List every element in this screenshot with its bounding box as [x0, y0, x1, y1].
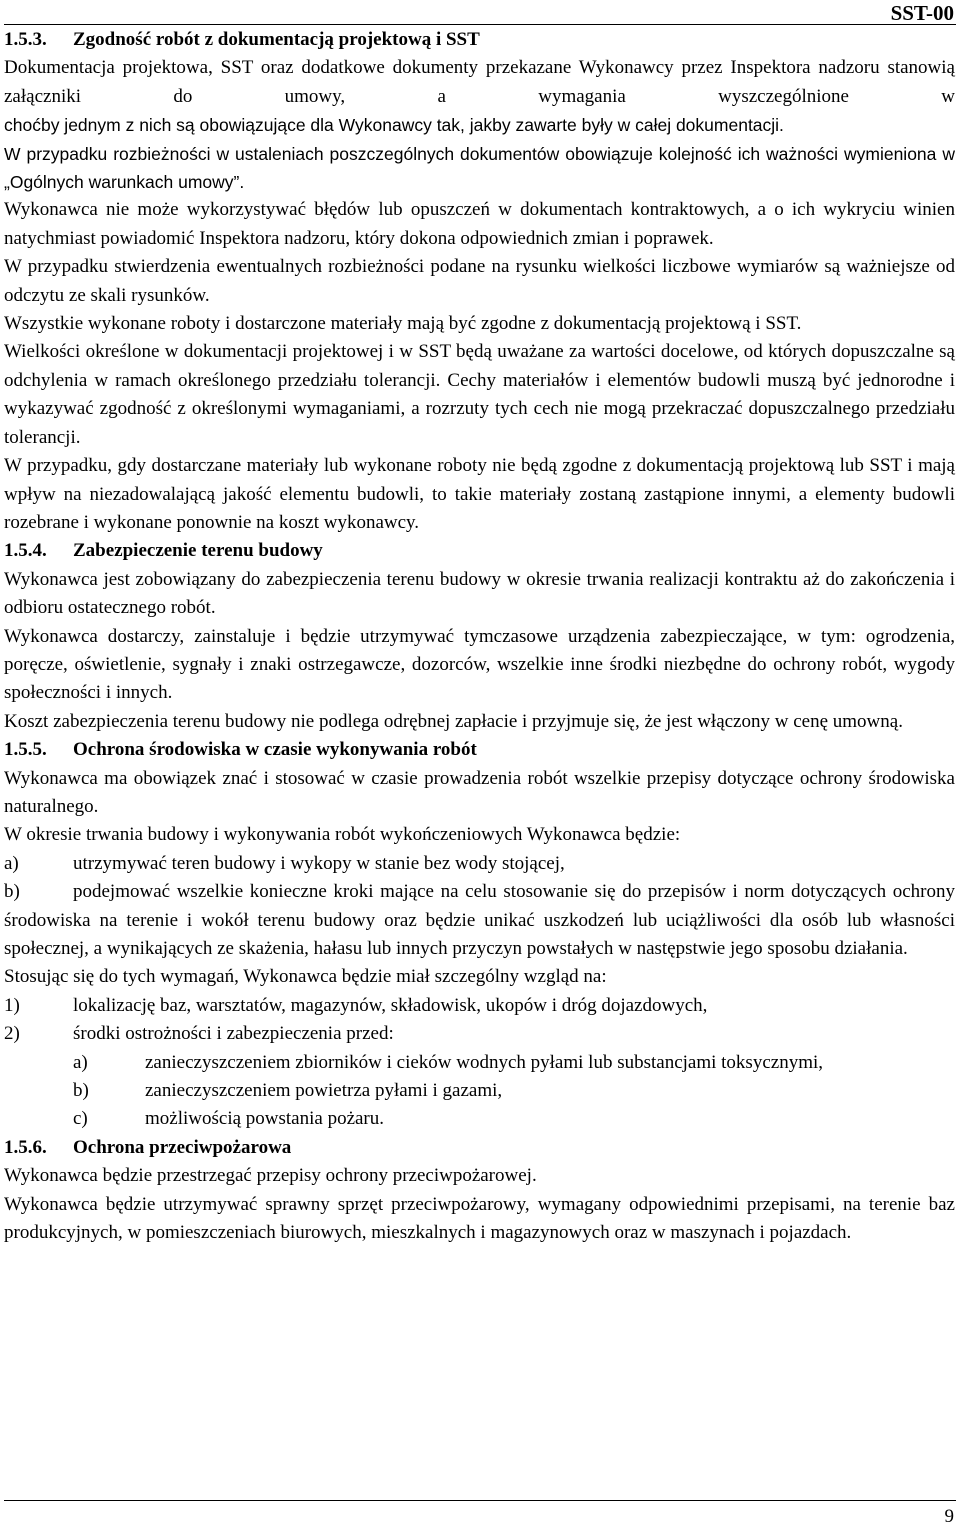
paragraph: W przypadku, gdy dostarczane materiały lub wykonane roboty nie będą zgodne z dokumentacją projektową lub SST i mają wpływ na niezadowalającą jakość elementu budowli, to takie materiały zostaną zastąpione innymi, a elementy budowli rozebrane i wykonane ponownie na koszt wykonawcy. [4, 455, 955, 533]
paragraph: Wykonawca będzie przestrzegać przepisy ochrony przeciwpożarowej. [4, 1165, 537, 1187]
list-label: 2) [4, 1023, 20, 1045]
paragraph: Wykonawca dostarczy, zainstaluje i będzie utrzymywać tymczasowe urządzenia zabezpieczające, w tym: ogrodzenia, poręcze, oświetlenie, sygnały i znaki ostrzegawcze, dozorców, wszelkie inne środki niezbędne do ochrony robót, wygody społeczności i innych. [4, 625, 955, 704]
paragraph: Wykonawca ma obowiązek znać i stosować w czasie prowadzenia robót wszelkie przepisy dotyczące ochrony środowiska naturalnego. [4, 767, 955, 817]
section-heading-1-5-6 [4, 1134, 955, 1162]
section-number: 1.5.4. [4, 540, 47, 562]
section-heading-1-5-5 [4, 736, 955, 764]
list-text: możliwością powstania pożaru. [145, 1108, 385, 1130]
list-label: c) [73, 1108, 88, 1130]
paragraph: W okresie trwania budowy i wykonywania robót wykończeniowych Wykonawca będzie: [4, 824, 681, 846]
header-divider [4, 24, 956, 25]
paragraph: Dokumentacja projektowa, SST oraz dodatkowe dokumenty przekazane Wykonawcy przez Inspektora nadzoru stanowią załączniki do umowy, a wymagania wyszczególnione w [4, 57, 955, 107]
sub-list-item [4, 1077, 955, 1105]
list-text: zanieczyszczeniem zbiorników i cieków wodnych pyłami lub substancjami toksycznymi, [145, 1051, 823, 1073]
list-label: b) [73, 1080, 89, 1102]
list-text: utrzymywać teren budowy i wykopy w stanie bez wody stojącej, [73, 852, 565, 874]
list-text: zanieczyszczeniem powietrza pyłami i gazami, [145, 1080, 503, 1102]
paragraph: Koszt zabezpieczenia terenu budowy nie podlega odrębnej zapłacie i przyjmuje się, że jest włączony w cenę umowną. [4, 710, 903, 732]
list-item [4, 878, 955, 963]
section-title: Ochrona przeciwpożarowa [73, 1136, 292, 1158]
section-number: 1.5.6. [4, 1136, 47, 1158]
section-title: Zgodność robót z dokumentacją projektową i SST [73, 29, 480, 50]
list-label: a) [73, 1051, 88, 1073]
list-item [4, 1020, 955, 1048]
paragraph: Stosując się do tych wymagań, Wykonawca będzie miał szczególny wzgląd na: [4, 966, 607, 988]
list-text: lokalizację baz, warsztatów, magazynów, składowisk, ukopów i dróg dojazdowych, [73, 994, 708, 1016]
list-text: podejmować wszelkie konieczne kroki mające na celu stosowanie się do przepisów i norm dotyczących ochrony środowiska na terenie i wokół terenu budowy oraz będzie unikać uszkodzeń lub uciążliwości dla osób lub własności społecznej, a wynikających ze skażenia, hałasu lub innych przyczyn powstałych w następstwie jego sposobu działania. [4, 881, 955, 959]
paragraph: Wielkości określone w dokumentacji projektowej i w SST będą uważane za wartości docelowe, od których dopuszczalne są odchylenia w ramach określonego przedziału tolerancji. Cechy materiałów i elementów budowli muszą być jednorodne i wykazywać zgodność z określonymi wymaganiami, a rozrzuty tych cech nie mogą przekraczać dopuszczalnego przedziału tolerancji. [4, 341, 955, 448]
paragraph-sans: choćby jednym z nich są obowiązujące dla Wykonawcy tak, jakby zawarte były w całej dokumentacji. [4, 115, 784, 136]
section-title: Zabezpieczenie terenu budowy [73, 540, 323, 562]
list-label: a) [4, 852, 19, 874]
sub-list-item [4, 1049, 955, 1077]
section-title: Ochrona środowiska w czasie wykonywania robót [73, 739, 477, 761]
section-number: 1.5.3. [4, 29, 47, 50]
document-code: SST-00 [890, 1, 954, 25]
list-label: 1) [4, 994, 20, 1016]
paragraph: Wykonawca będzie utrzymywać sprawny sprzęt przeciwpożarowy, wymagany odpowiednimi przepisami, na terenie baz produkcyjnych, w pomieszczeniach biurowych, mieszkalnych i magazynowych oraz w maszynach i pojazdach. [4, 1193, 955, 1244]
list-item [4, 850, 955, 878]
paragraph: Wykonawca jest zobowiązany do zabezpieczenia terenu budowy w okresie trwania realizacji kontraktu aż do zakończenia i odbioru ostatecznego robót. [4, 568, 955, 619]
section-number: 1.5.5. [4, 739, 47, 761]
document-body [4, 26, 955, 1247]
paragraph: Wszystkie wykonane roboty i dostarczone materiały mają być zgodne z dokumentacją projektową i SST. [4, 313, 802, 335]
paragraph: W przypadku stwierdzenia ewentualnych rozbieżności podane na rysunku wielkości liczbowe wymiarów są ważniejsze od odczytu ze skali rysunków. [4, 256, 955, 306]
paragraph-sans: W przypadku rozbieżności w ustaleniach poszczególnych dokumentów obowiązuje kolejność ich ważności wymieniona w „Ogólnych warunkach umowy”. [4, 143, 955, 193]
sub-list-item [4, 1105, 955, 1133]
section-heading-1-5-4 [4, 537, 955, 565]
list-label: b) [4, 881, 20, 903]
page-number: 9 [944, 1506, 954, 1527]
list-item [4, 992, 955, 1020]
footer-divider [4, 1500, 956, 1501]
list-text: środki ostrożności i zabezpieczenia przed: [73, 1023, 394, 1045]
paragraph: Wykonawca nie może wykorzystywać błędów lub opuszczeń w dokumentach kontraktowych, a o ich wykryciu winien natychmiast powiadomić Inspektora nadzoru, który dokona odpowiednich zmian i poprawek. [4, 199, 955, 249]
section-heading-1-5-3 [4, 26, 955, 54]
